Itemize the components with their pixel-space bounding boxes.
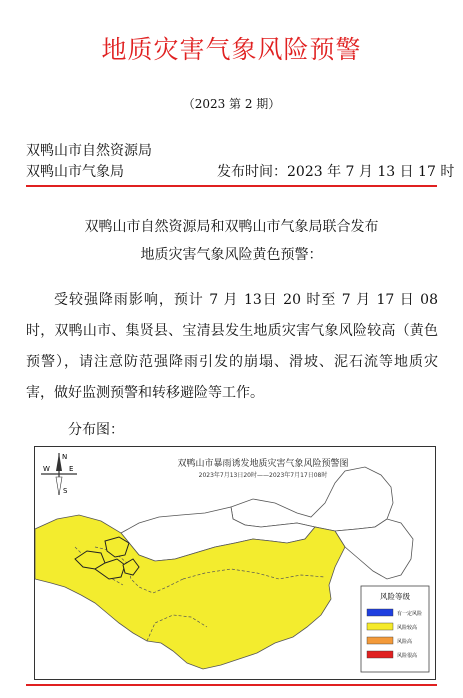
map-title: 双鸭山市暴雨诱发地质灾害气象风险预警图 [177, 459, 349, 469]
legend-label-orange: 风险高 [397, 639, 413, 645]
legend-swatch-yellow [367, 623, 393, 630]
compass-rose-icon [41, 453, 77, 495]
map-subtitle: 2023年7月13日20时——2023年7月17日08时 [198, 472, 328, 479]
legend-swatch-red [367, 651, 393, 658]
risk-map [34, 446, 436, 680]
warning-paragraph: 受较强降雨影响，预计 7 月 13日 20 时至 7 月 17 日 08 时，双鸭山市、集贤县、宝清县发生地质灾害气象风险较高（黄色预警），请注意防范强降雨引发的崩塌、滑坡、泥石流等地质灾害，做好监测预警和转移避险等工作。 [26, 292, 438, 401]
legend-label-red: 风险很高 [397, 653, 418, 659]
document-title: 地质灾害气象风险预警 [101, 35, 362, 64]
compass-s: S [63, 487, 68, 495]
compass-n: N [62, 453, 68, 461]
compass-w: W [43, 465, 50, 473]
distribution-label: 分布图： [68, 422, 124, 438]
publish-time: 发布时间：2023 年 7 月 13 日 17 时 [217, 164, 455, 180]
issuing-agency-1: 双鸭山市自然资源局 [26, 143, 152, 159]
header-divider [26, 185, 437, 187]
compass-e: E [69, 465, 74, 473]
risk-map-svg [35, 447, 435, 679]
issuing-agency-2: 双鸭山市气象局 [26, 164, 124, 180]
legend-label-yellow: 风险较高 [397, 625, 418, 631]
map-legend [361, 586, 429, 672]
legend-swatch-blue [367, 609, 393, 616]
legend-label-blue: 有一定风险 [397, 611, 423, 617]
issue-number: （2023 第 2 期） [182, 97, 281, 111]
footer-divider [26, 684, 437, 686]
legend-title: 风险等级 [380, 592, 410, 601]
lead-line-2: 地质灾害气象风险黄色预警： [140, 247, 323, 263]
lead-line-1: 双鸭山市自然资源局和双鸭山市气象局联合发布 [84, 219, 379, 235]
legend-swatch-orange [367, 637, 393, 644]
